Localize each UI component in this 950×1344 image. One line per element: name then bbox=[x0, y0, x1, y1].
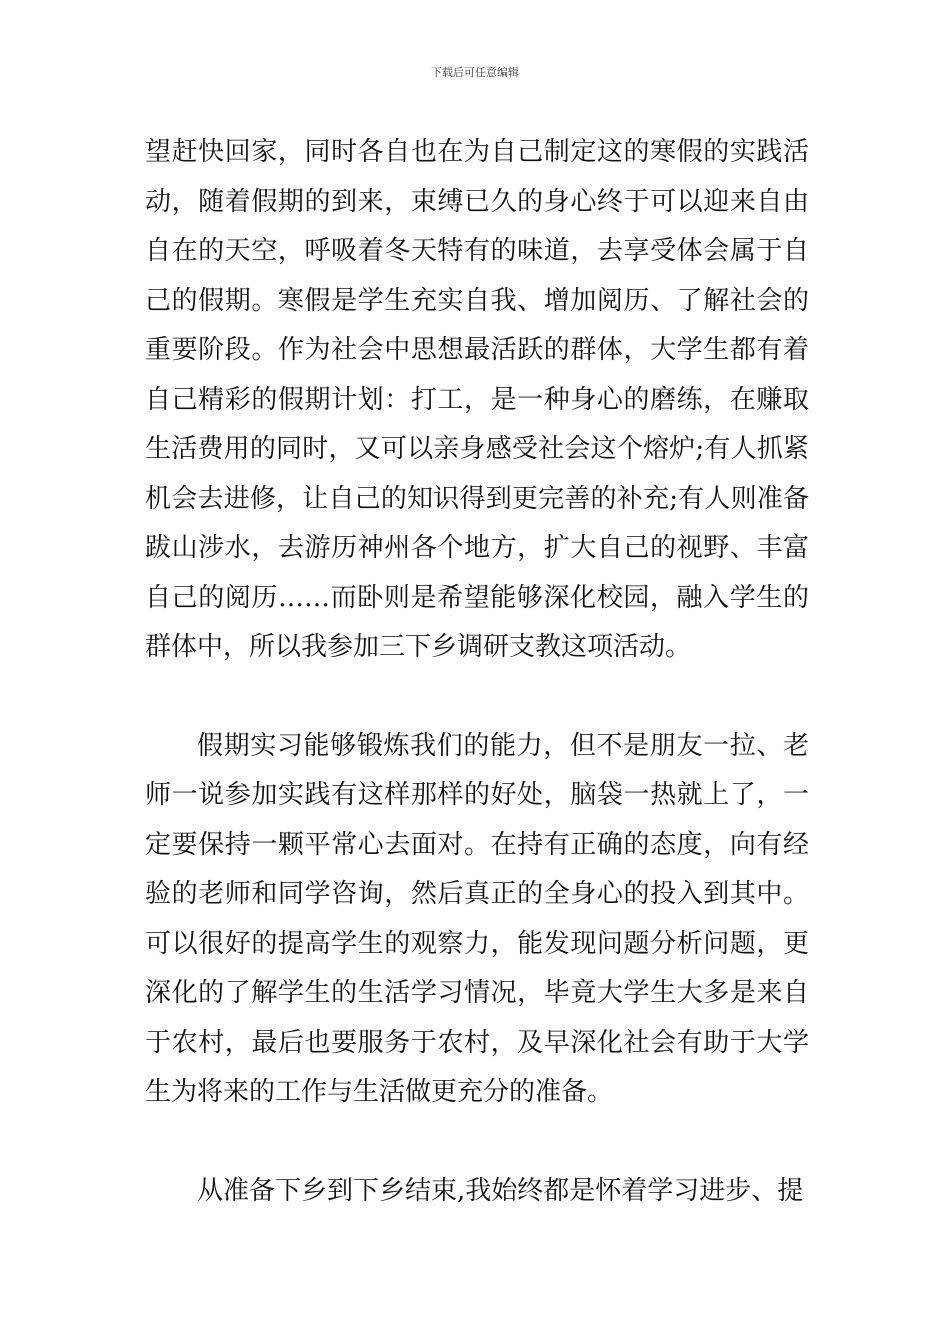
paragraph-2: 假期实习能够锻炼我们的能力，但不是朋友一拉、老师一说参加实践有这样那样的好处，脑袋一热就上了，一定要保持一颗平常心去面对。在持有正确的态度，向有经验的老师和同学咨询，然后真正的全身心的投入到其中。可以很好的提高学生的观察力，能发现问题分析问题，更深化的了解学生的生活学习情况，毕竟大学生大多是来自于农村，最后也要服务于农村，及早深化社会有助于大学生为将来的工作与生活做更充分的准备。 bbox=[145, 730, 809, 1107]
paragraph-3: 从准备下乡到下乡结束,我始终都是怀着学习进步、提 bbox=[197, 1175, 804, 1206]
paragraph-1: 望赶快回家，同时各自也在为自己制定这的寒假的实践活动，随着假期的到来，束缚已久的身心终于可以迎来自由自在的天空，呼吸着冬天特有的味道，去享受体会属于自己的假期。寒假是学生充实自我、增加阅历、了解社会的重要阶段。作为社会中思想最活跃的群体，大学生都有着自己精彩的假期计划：打工，是一种身心的磨练，在赚取生活费用的同时，又可以亲身感受社会这个熔炉;有人抓紧机会去进修，让自己的知识得到更完善的补充;有人则准备跋山涉水，去游历神州各个地方，扩大自己的视野、丰富自己的阅历……而卧则是希望能够深化校园，融入学生的群体中，所以我参加三下乡调研支教这项活动。 bbox=[145, 137, 809, 662]
page-header-note: 下载后可任意编辑 bbox=[431, 66, 519, 79]
document-body bbox=[145, 128, 809, 1216]
